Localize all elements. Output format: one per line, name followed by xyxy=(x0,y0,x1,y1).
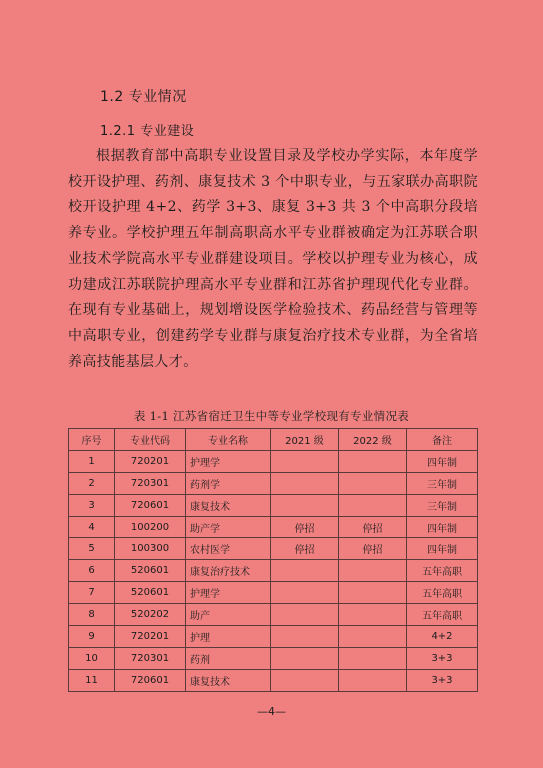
cell-2021 xyxy=(271,604,339,626)
cell-2022 xyxy=(339,604,407,626)
cell-index: 10 xyxy=(69,647,115,669)
table-row xyxy=(69,560,478,582)
table-caption: 表 1-1 江苏省宿迁卫生中等专业学校现有专业情况表 xyxy=(133,409,410,423)
cell-code: 720201 xyxy=(115,450,186,472)
table-row xyxy=(69,538,478,560)
cell-2021 xyxy=(271,647,339,669)
header-2022: 2022 级 xyxy=(339,429,407,451)
cell-major-name: 康复技术 xyxy=(186,494,271,516)
cell-code: 720301 xyxy=(115,647,186,669)
cell-code: 100300 xyxy=(115,538,186,560)
header-2021: 2021 级 xyxy=(271,429,339,451)
major-table xyxy=(68,428,478,692)
cell-remark: 四年制 xyxy=(407,538,478,560)
cell-2022: 停招 xyxy=(339,516,407,538)
table-row xyxy=(69,604,478,626)
cell-2022 xyxy=(339,450,407,472)
table-row xyxy=(69,450,478,472)
cell-2022 xyxy=(339,560,407,582)
cell-major-name: 护理学 xyxy=(186,450,271,472)
cell-code: 520202 xyxy=(115,604,186,626)
cell-2021: 停招 xyxy=(271,516,339,538)
cell-2022 xyxy=(339,472,407,494)
cell-index: 2 xyxy=(69,472,115,494)
cell-2021 xyxy=(271,582,339,604)
cell-index: 6 xyxy=(69,560,115,582)
table-row xyxy=(69,494,478,516)
header-remark: 备注 xyxy=(407,429,478,451)
cell-major-name: 护理学 xyxy=(186,582,271,604)
cell-2021 xyxy=(271,494,339,516)
cell-remark: 四年制 xyxy=(407,450,478,472)
cell-remark: 四年制 xyxy=(407,516,478,538)
cell-remark: 3+3 xyxy=(407,669,478,691)
cell-2021 xyxy=(271,450,339,472)
cell-code: 100200 xyxy=(115,516,186,538)
cell-2022 xyxy=(339,647,407,669)
cell-code: 520601 xyxy=(115,560,186,582)
cell-index: 8 xyxy=(69,604,115,626)
cell-2021 xyxy=(271,626,339,648)
cell-2021: 停招 xyxy=(271,538,339,560)
cell-major-name: 药剂学 xyxy=(186,472,271,494)
cell-index: 4 xyxy=(69,516,115,538)
cell-index: 9 xyxy=(69,626,115,648)
header-major-name: 专业名称 xyxy=(186,429,271,451)
cell-2022: 停招 xyxy=(339,538,407,560)
cell-remark: 五年高职 xyxy=(407,604,478,626)
table-row xyxy=(69,626,478,648)
table-row xyxy=(69,472,478,494)
cell-major-name: 康复技术 xyxy=(186,669,271,691)
cell-2021 xyxy=(271,669,339,691)
cell-remark: 五年高职 xyxy=(407,582,478,604)
cell-remark: 五年高职 xyxy=(407,560,478,582)
cell-index: 1 xyxy=(69,450,115,472)
cell-2022 xyxy=(339,494,407,516)
cell-2021 xyxy=(271,560,339,582)
cell-index: 5 xyxy=(69,538,115,560)
cell-index: 7 xyxy=(69,582,115,604)
cell-2021 xyxy=(271,472,339,494)
header-index: 序号 xyxy=(69,429,115,451)
cell-major-name: 药剂 xyxy=(186,647,271,669)
cell-code: 720201 xyxy=(115,626,186,648)
subsection-heading: 1.2.1 专业建设 xyxy=(100,124,195,139)
body-paragraph: 根据教育部中高职专业设置目录及学校办学实际，本年度学校开设护理、药剂、康复技术 3 个中职专业，与五家联办高职院校开设护理 4+2、药学 3+3、康复 3+3 共 3 个中高职分段培养专业。学校护理五年制高职高水平专业群被确定为江苏联合职业技术学院高水平专业群建设项目。学校以护理专业为核心，成功建成江苏联院护理高水平专业群和江苏省护理现代化专业群。在现有专业基础上，规划增设医学检验技术、药品经营与管理等中高职专业，创建药学专业群与康复治疗技术专业群，为全省培养高技能基层人才。 xyxy=(68,148,478,370)
cell-remark: 三年制 xyxy=(407,472,478,494)
table-row xyxy=(69,647,478,669)
cell-major-name: 助产 xyxy=(186,604,271,626)
cell-index: 3 xyxy=(69,494,115,516)
cell-remark: 4+2 xyxy=(407,626,478,648)
cell-2022 xyxy=(339,582,407,604)
cell-code: 720601 xyxy=(115,669,186,691)
cell-remark: 三年制 xyxy=(407,494,478,516)
cell-code: 520601 xyxy=(115,582,186,604)
table-header-row xyxy=(69,429,478,451)
cell-code: 720301 xyxy=(115,472,186,494)
table-row xyxy=(69,669,478,691)
cell-remark: 3+3 xyxy=(407,647,478,669)
cell-code: 720601 xyxy=(115,494,186,516)
cell-index: 11 xyxy=(69,669,115,691)
cell-major-name: 康复治疗技术 xyxy=(186,560,271,582)
section-heading: 1.2 专业情况 xyxy=(100,89,187,105)
cell-major-name: 护理 xyxy=(186,626,271,648)
header-code: 专业代码 xyxy=(115,429,186,451)
cell-2022 xyxy=(339,669,407,691)
cell-major-name: 农村医学 xyxy=(186,538,271,560)
page-number: —4— xyxy=(257,705,286,718)
table-row xyxy=(69,582,478,604)
cell-major-name: 助产学 xyxy=(186,516,271,538)
cell-2022 xyxy=(339,626,407,648)
table-row xyxy=(69,516,478,538)
